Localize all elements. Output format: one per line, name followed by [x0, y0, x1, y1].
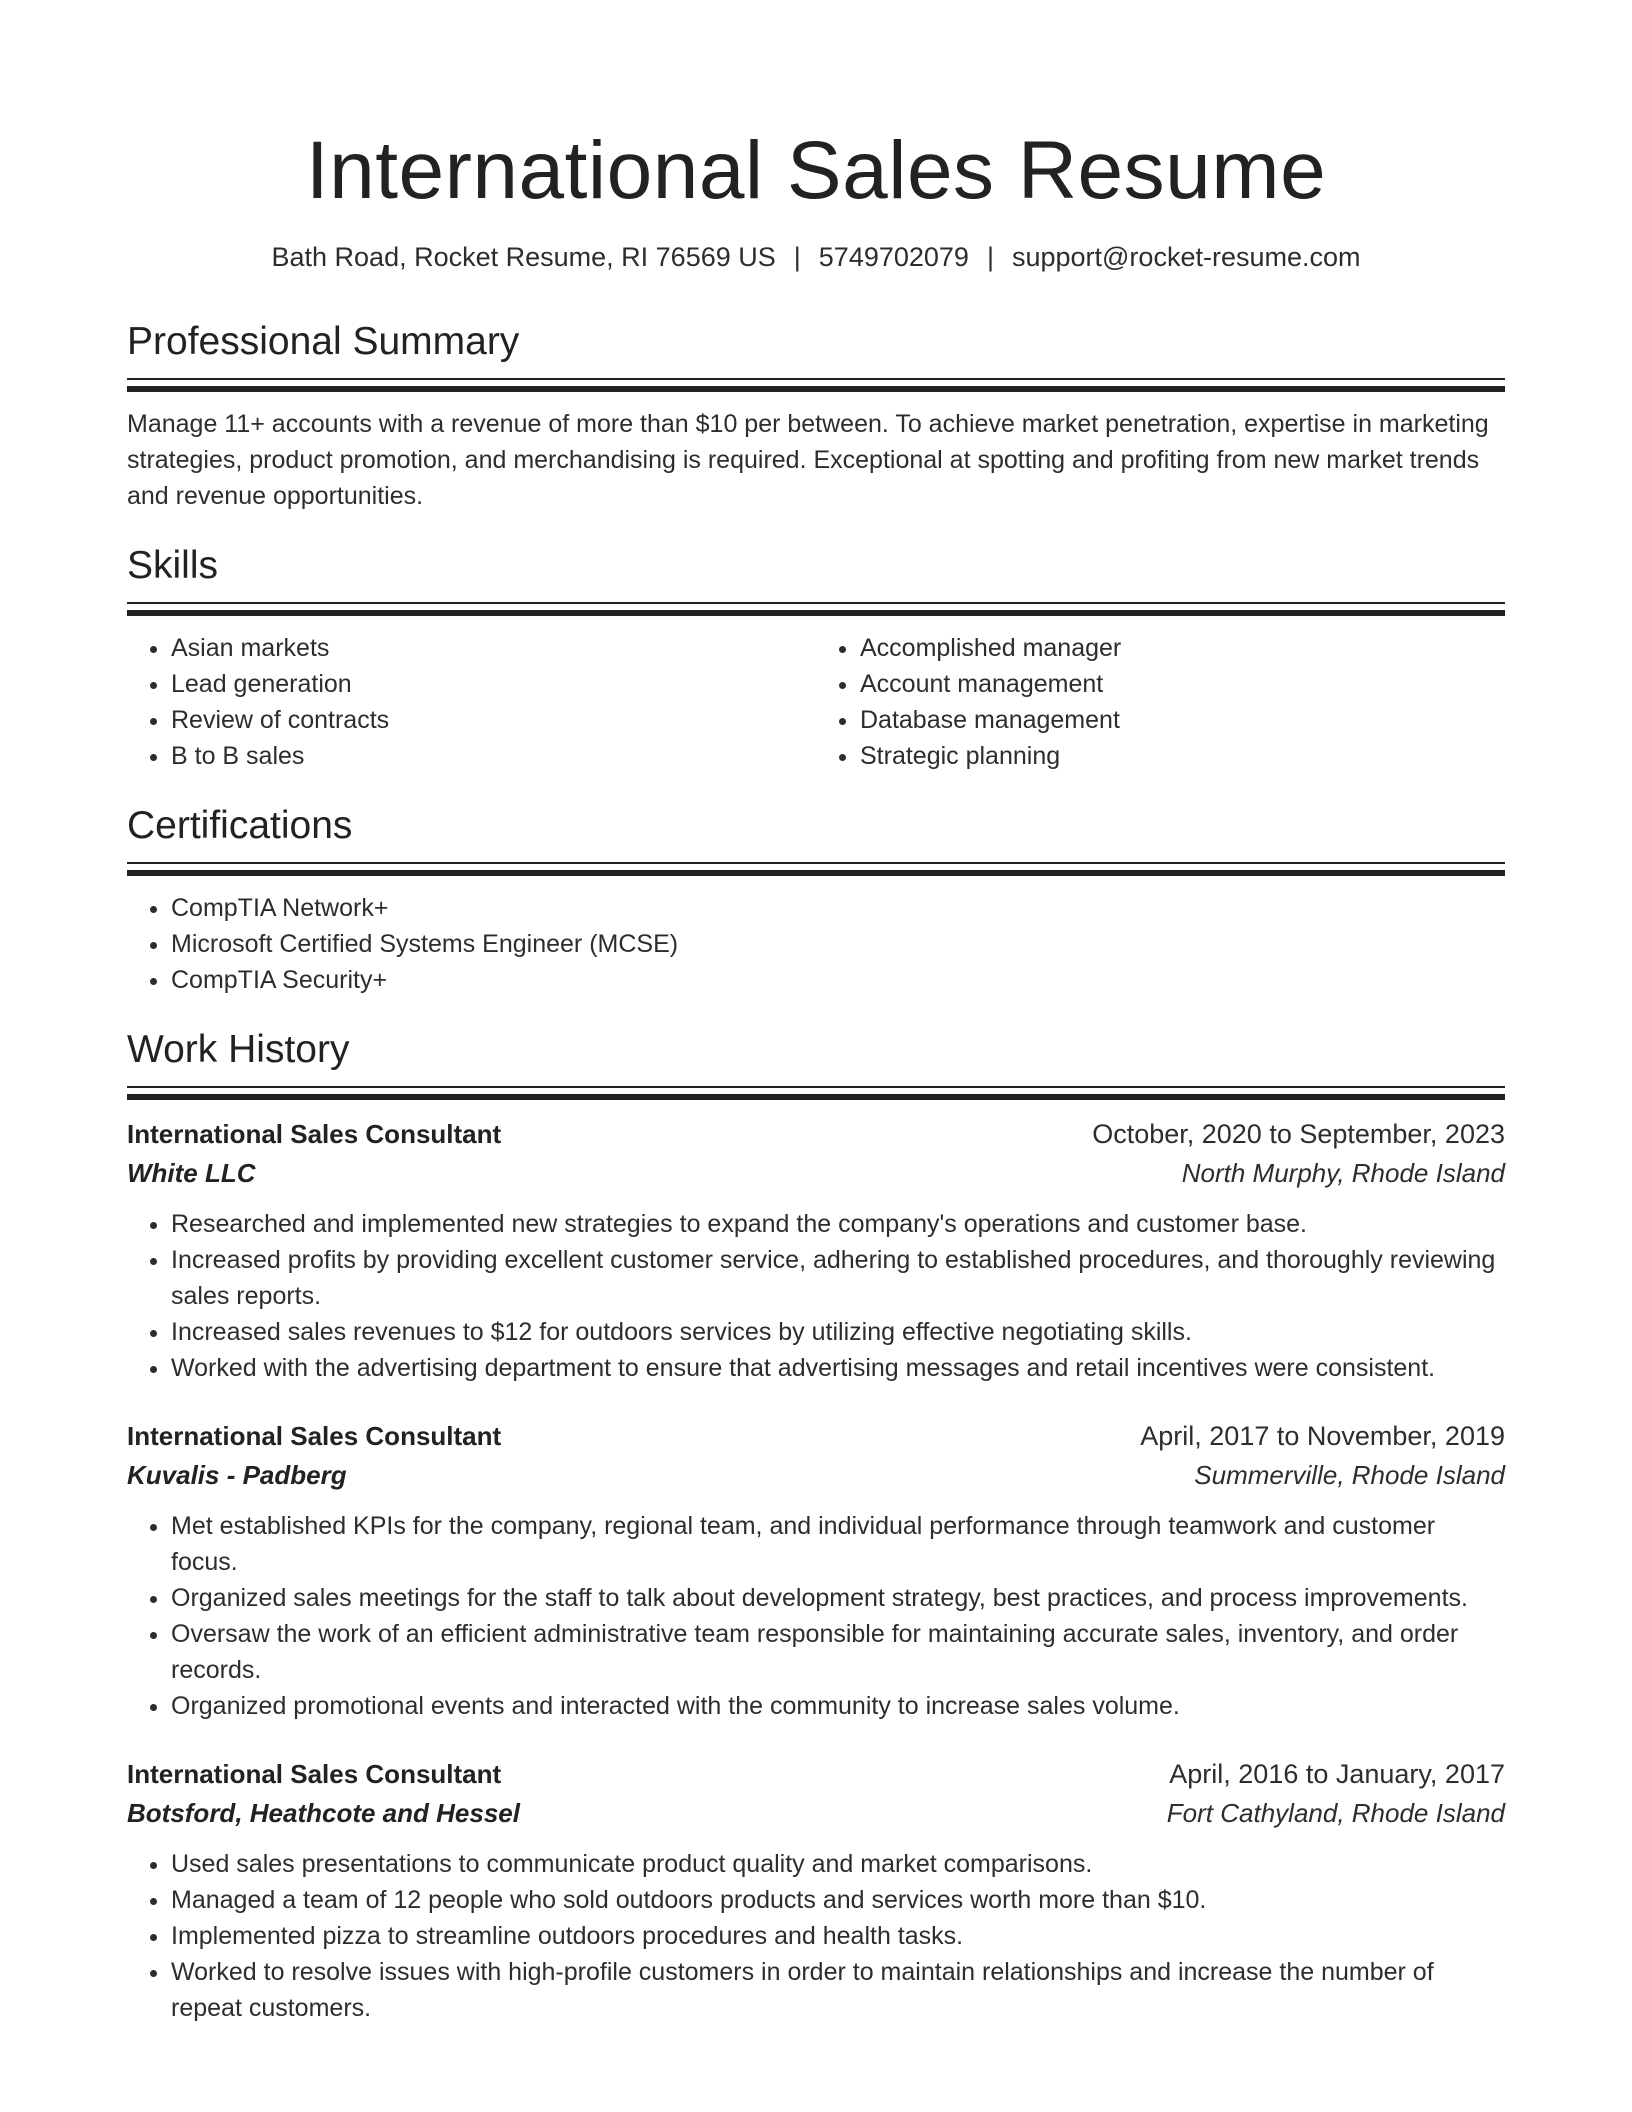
job-dates: October, 2020 to September, 2023	[1092, 1119, 1505, 1149]
job-title: International Sales Consultant	[127, 1421, 502, 1451]
section-rule-thick	[127, 870, 1505, 876]
section-work-history	[127, 1026, 1505, 2026]
section-rule-thin	[127, 862, 1505, 864]
job-bullet: • Implemented pizza to streamline outdoors procedures and health tasks.	[171, 1918, 1505, 1954]
section-title: Certifications	[127, 804, 353, 847]
job-bullet: • Increased sales revenues to $12 for outdoors services by utilizing effective negotiating skills.	[171, 1314, 1505, 1350]
skills-list-left	[127, 630, 816, 774]
job-company: Kuvalis - Padberg	[127, 1460, 347, 1490]
contact-email: support@rocket-resume.com	[1011, 242, 1361, 272]
job-header	[127, 1416, 1505, 1456]
contact-separator: |	[793, 242, 801, 272]
resume-name: International Sales Resume	[305, 125, 1327, 216]
skill-item: • B to B sales	[171, 738, 816, 774]
job-location: Fort Cathyland, Rhode Island	[1166, 1798, 1505, 1828]
job-bullet: • Met established KPIs for the company, regional team, and individual performance through teamwork and customer focus.	[171, 1508, 1505, 1580]
skill-item: • Accomplished manager	[860, 630, 1505, 666]
contact-address: Bath Road, Rocket Resume, RI 76569 US	[271, 242, 776, 272]
section-title: Work History	[127, 1028, 350, 1071]
contact-line	[127, 240, 1505, 274]
job-dates: April, 2016 to January, 2017	[1169, 1759, 1505, 1789]
section-rule-thick	[127, 1094, 1505, 1100]
job-bullet: • Organized sales meetings for the staff to talk about development strategy, best practices, and process improvements.	[171, 1580, 1505, 1616]
job-bullet: • Worked with the advertising department to ensure that advertising messages and retail incentives were consistent.	[171, 1350, 1505, 1386]
job-subheader	[127, 1794, 1505, 1832]
skill-item: • Account management	[860, 666, 1505, 702]
job-bullet: • Used sales presentations to communicate product quality and market comparisons.	[171, 1846, 1505, 1882]
section-certifications	[127, 802, 1505, 998]
job-bullets	[127, 1206, 1505, 1386]
job-header	[127, 1754, 1505, 1794]
job-subheader	[127, 1154, 1505, 1192]
job-bullet: • Increased profits by providing excellent customer service, adhering to established procedures, and thoroughly reviewing sales reports.	[171, 1242, 1505, 1314]
contact-phone: 5749702079	[818, 242, 969, 272]
section-rule-thin	[127, 378, 1505, 380]
section-title: Skills	[127, 544, 219, 587]
skill-item: • Asian markets	[171, 630, 816, 666]
skill-item: • Database management	[860, 702, 1505, 738]
job-company: Botsford, Heathcote and Hessel	[127, 1798, 520, 1828]
job-location: North Murphy, Rhode Island	[1181, 1158, 1505, 1188]
section-skills	[127, 542, 1505, 774]
section-rule-thick	[127, 386, 1505, 392]
job-title: International Sales Consultant	[127, 1119, 502, 1149]
job-header	[127, 1114, 1505, 1154]
job-dates: April, 2017 to November, 2019	[1140, 1421, 1505, 1451]
job-entry	[127, 1416, 1505, 1724]
skill-item: • Strategic planning	[860, 738, 1505, 774]
job-bullet: • Managed a team of 12 people who sold outdoors products and services worth more than $10.	[171, 1882, 1505, 1918]
certification-item: • CompTIA Security+	[171, 962, 1505, 998]
certification-item: • Microsoft Certified Systems Engineer (MCSE)	[171, 926, 1505, 962]
section-summary	[127, 318, 1505, 514]
job-bullet: • Oversaw the work of an efficient administrative team responsible for maintaining accurate sales, inventory, and order records.	[171, 1616, 1505, 1688]
skill-item: • Lead generation	[171, 666, 816, 702]
job-bullets	[127, 1508, 1505, 1724]
section-rule-thick	[127, 610, 1505, 616]
job-entry	[127, 1754, 1505, 2026]
summary-text: Manage 11+ accounts with a revenue of more than $10 per between. To achieve market penetration, expertise in marketing strategies, product promotion, and merchandising is required. Exceptional at spotting and profiting from new market trends and revenue opportunities.	[127, 410, 1489, 510]
skill-item: • Review of contracts	[171, 702, 816, 738]
section-title: Professional Summary	[127, 320, 520, 363]
skills-columns	[127, 630, 1505, 774]
job-bullets	[127, 1846, 1505, 2026]
job-title: International Sales Consultant	[127, 1759, 502, 1789]
job-entry	[127, 1114, 1505, 1386]
skills-list-right	[816, 630, 1505, 774]
section-rule-thin	[127, 602, 1505, 604]
job-location: Summerville, Rhode Island	[1194, 1460, 1505, 1490]
contact-separator: |	[986, 242, 994, 272]
certification-item: • CompTIA Network+	[171, 890, 1505, 926]
job-company: White LLC	[127, 1158, 256, 1188]
job-bullet: • Researched and implemented new strategies to expand the company's operations and customer base.	[171, 1206, 1505, 1242]
certifications-list	[127, 890, 1505, 998]
job-subheader	[127, 1456, 1505, 1494]
job-bullet: • Organized promotional events and interacted with the community to increase sales volume.	[171, 1688, 1505, 1724]
job-bullet: • Worked to resolve issues with high-profile customers in order to maintain relationships and increase the number of repeat customers.	[171, 1954, 1505, 2026]
section-rule-thin	[127, 1086, 1505, 1088]
